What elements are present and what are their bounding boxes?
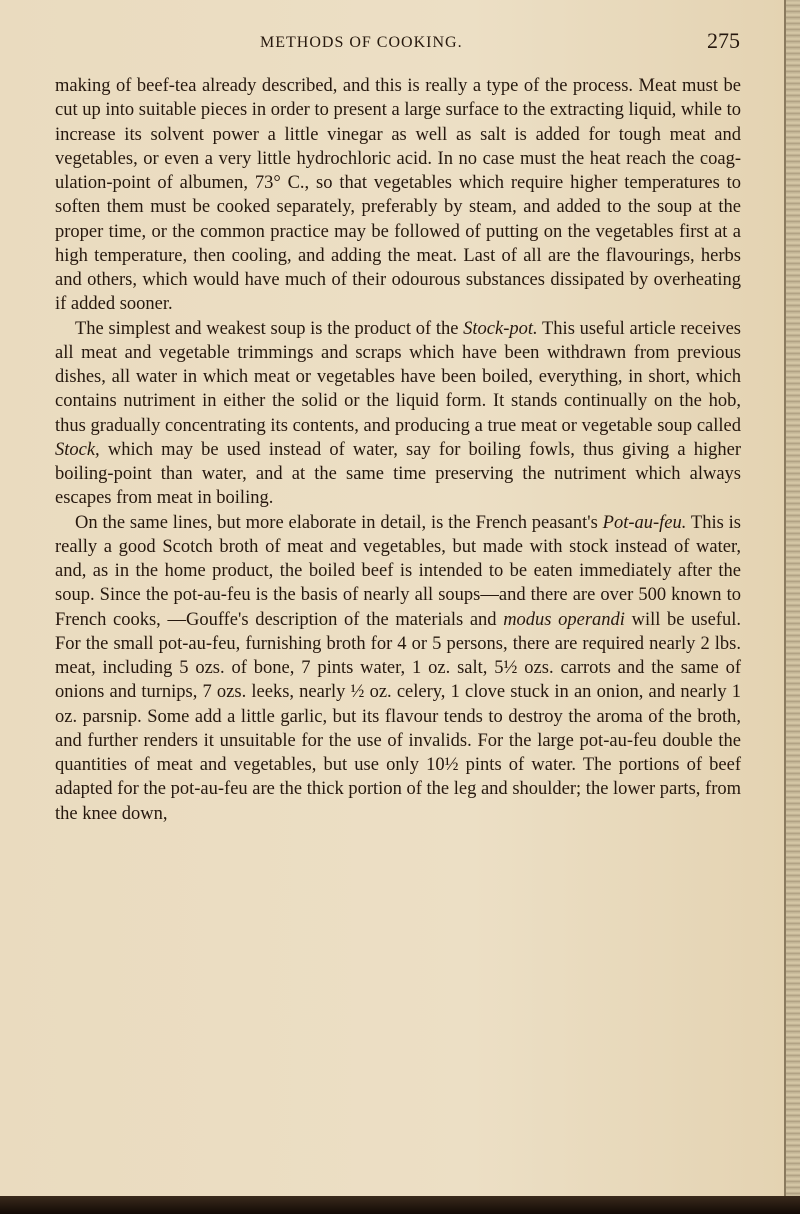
text-run: making of beef-tea already described, and this is really a type of the process. Meat must be cut up into suitable pieces in order to present a large surface to the extracting liquid, while to increase its solvent power a little vinegar as well as salt is added for tough meat and vegetables, or even a very little hydrochloric acid. In no case must the heat reach the coagulation-point of albumen, 73° C., so that vegetables which require higher temperatures to soften them must be cooked separately, preferably by steam, and added to the soup at the proper time, or the common practice may be followed of putting on the vegetables first at a high temperature, then cooling, and adding the meat. Last of all are the flavourings, herbs and others, which would have much of their odourous substances dissipated by overheating if added sooner. [55, 76, 741, 315]
running-head [60, 28, 740, 58]
text-run: which may be used instead of water, say for boiling fowls, thus giving a higher boiling-point than water, and at the same time preserving the nutriment which always escapes from meat in boiling. [55, 439, 741, 509]
italic-term-stock-pot: Stock-pot. [463, 318, 538, 339]
paragraph-2 [55, 317, 741, 511]
paragraph-1 [55, 74, 741, 317]
text-run: The simplest and weakest soup is the product of the [75, 318, 464, 339]
running-head-title: METHODS OF COOKING. [260, 34, 463, 51]
page-number: 275 [707, 28, 740, 53]
text-run: This is really a good Scotch broth of meat and vegetables, but made with stock instead of water, and, as in the home product, the boiled beef is intended to be eaten immediately after the soup. Since the pot-au-feu is the basis of nearly all soups—and there are over 500 known to French cooks, —Gouffe's description of the materials and [55, 512, 741, 630]
book-page-edge [784, 0, 800, 1214]
body-text [55, 74, 741, 826]
book-bottom-edge [0, 1196, 800, 1214]
text-run: On the same lines, but more elaborate in detail, is the French peasant's [75, 512, 603, 533]
text-run: will be useful. For the small pot-au-feu, furnishing broth for 4 or 5 persons, there are required nearly 2 lbs. meat, including 5 ozs. of bone, 7 pints water, 1 oz. salt, 5½ ozs. carrots and the same of onions and turnips, 7 ozs. leeks, nearly ½ oz. celery, 1 clove stuck in an onion, and nearly 1 oz. parsnip. Some add a little garlic, but its flavour tends to destroy the aroma of the broth, and further renders it unsuitable for the use of invalids. For the large pot-au-feu double the quantities of meat and vegetables, but use only 10½ pints of water. The portions of beef adapted for the pot-au-feu are the thick portion of the leg and shoulder; the lower parts, from the knee down, [55, 609, 741, 824]
text-run: This useful article receives all meat and vegetable trimmings and scraps which have been withdrawn from previous dishes, all water in which meat or vegetables have been boiled, everything, in short, which contains nutriment in either the solid or the liquid form. It stands continually on the hob, thus gradually concentrating its contents, and producing a true meat or vegetable soup called [55, 318, 742, 436]
italic-term-pot-au-feu: Pot-au-feu. [602, 512, 687, 533]
italic-term-modus-operandi: modus operandi [503, 609, 625, 630]
italic-term-stock: Stock, [55, 439, 100, 460]
paragraph-3 [55, 511, 741, 826]
